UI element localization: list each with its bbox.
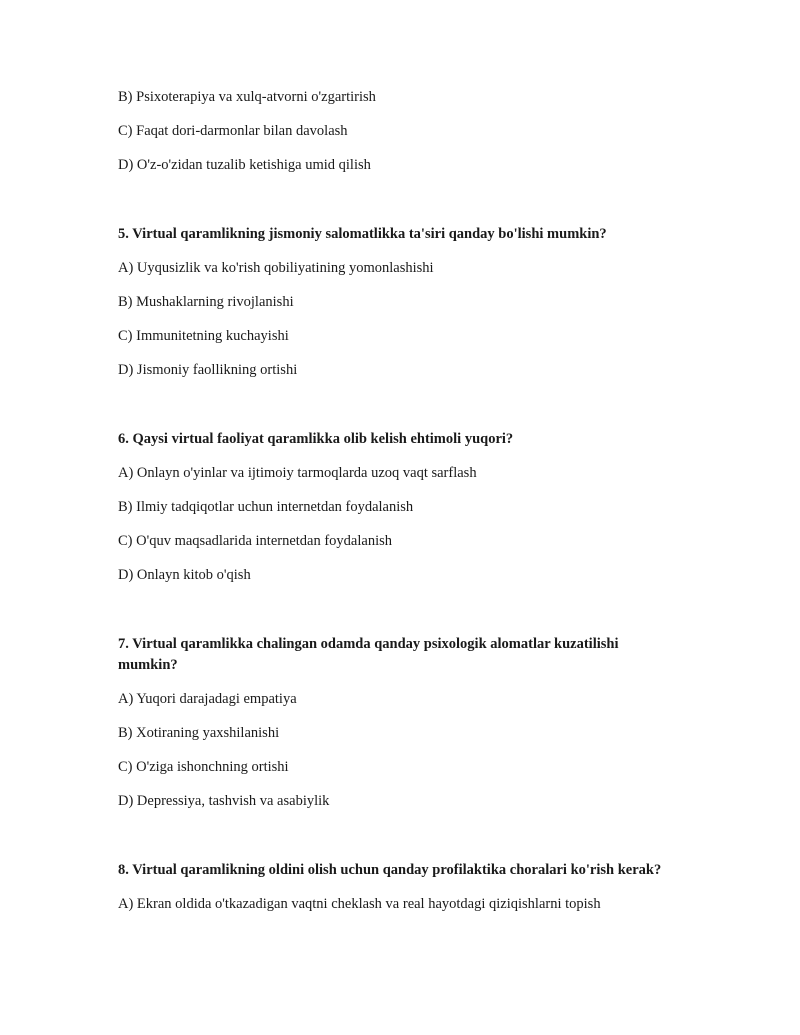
answer-option: B) Xotiraning yaxshilanishi	[118, 725, 280, 741]
answer-option: C) Immunitetning kuchayishi	[118, 328, 289, 344]
question-8	[118, 860, 678, 913]
answer-option: A) Uyqusizlik va ko'rish qobiliyatining yomonlashishi	[118, 260, 434, 276]
answer-option: D) Depressiya, tashvish va asabiylik	[118, 793, 330, 809]
question-text: 8. Virtual qaramlikning oldini olish uchun qanday profilaktika choralari ko'rish kerak?	[118, 862, 662, 878]
question-text: 7. Virtual qaramlikka chalingan odamda qanday psixologik alomatlar kuzatilishi mumkin?	[118, 636, 619, 673]
document-page	[118, 88, 678, 929]
question-7	[118, 634, 678, 810]
answer-option: C) O'ziga ishonchning ortishi	[118, 759, 289, 775]
answer-option: B) Psixoterapiya va xulq-atvorni o'zgartirish	[118, 89, 376, 105]
answer-option: D) Onlayn kitob o'qish	[118, 567, 251, 583]
answer-option: A) Ekran oldida o'tkazadigan vaqtni cheklash va real hayotdagi qiziqishlarni topish	[118, 896, 601, 912]
answer-option: A) Onlayn o'yinlar va ijtimoiy tarmoqlarda uzoq vaqt sarflash	[118, 465, 477, 481]
question-text: 5. Virtual qaramlikning jismoniy salomatlikka ta'siri qanday bo'lishi mumkin?	[118, 226, 607, 242]
answer-option: D) O'z-o'zidan tuzalib ketishiga umid qilish	[118, 157, 371, 173]
answer-option: B) Ilmiy tadqiqotlar uchun internetdan foydalanish	[118, 499, 414, 515]
question-6	[118, 429, 678, 584]
answer-option: D) Jismoniy faollikning ortishi	[118, 362, 298, 378]
question-5	[118, 224, 678, 379]
answer-option: C) Faqat dori-darmonlar bilan davolash	[118, 123, 348, 139]
answer-option: A) Yuqori darajadagi empatiya	[118, 691, 297, 707]
answer-option: C) O'quv maqsadlarida internetdan foydalanish	[118, 533, 393, 549]
answer-option: B) Mushaklarning rivojlanishi	[118, 294, 294, 310]
question-text: 6. Qaysi virtual faoliyat qaramlikka olib kelish ehtimoli yuqori?	[118, 431, 514, 447]
question-4-continued	[118, 88, 678, 174]
